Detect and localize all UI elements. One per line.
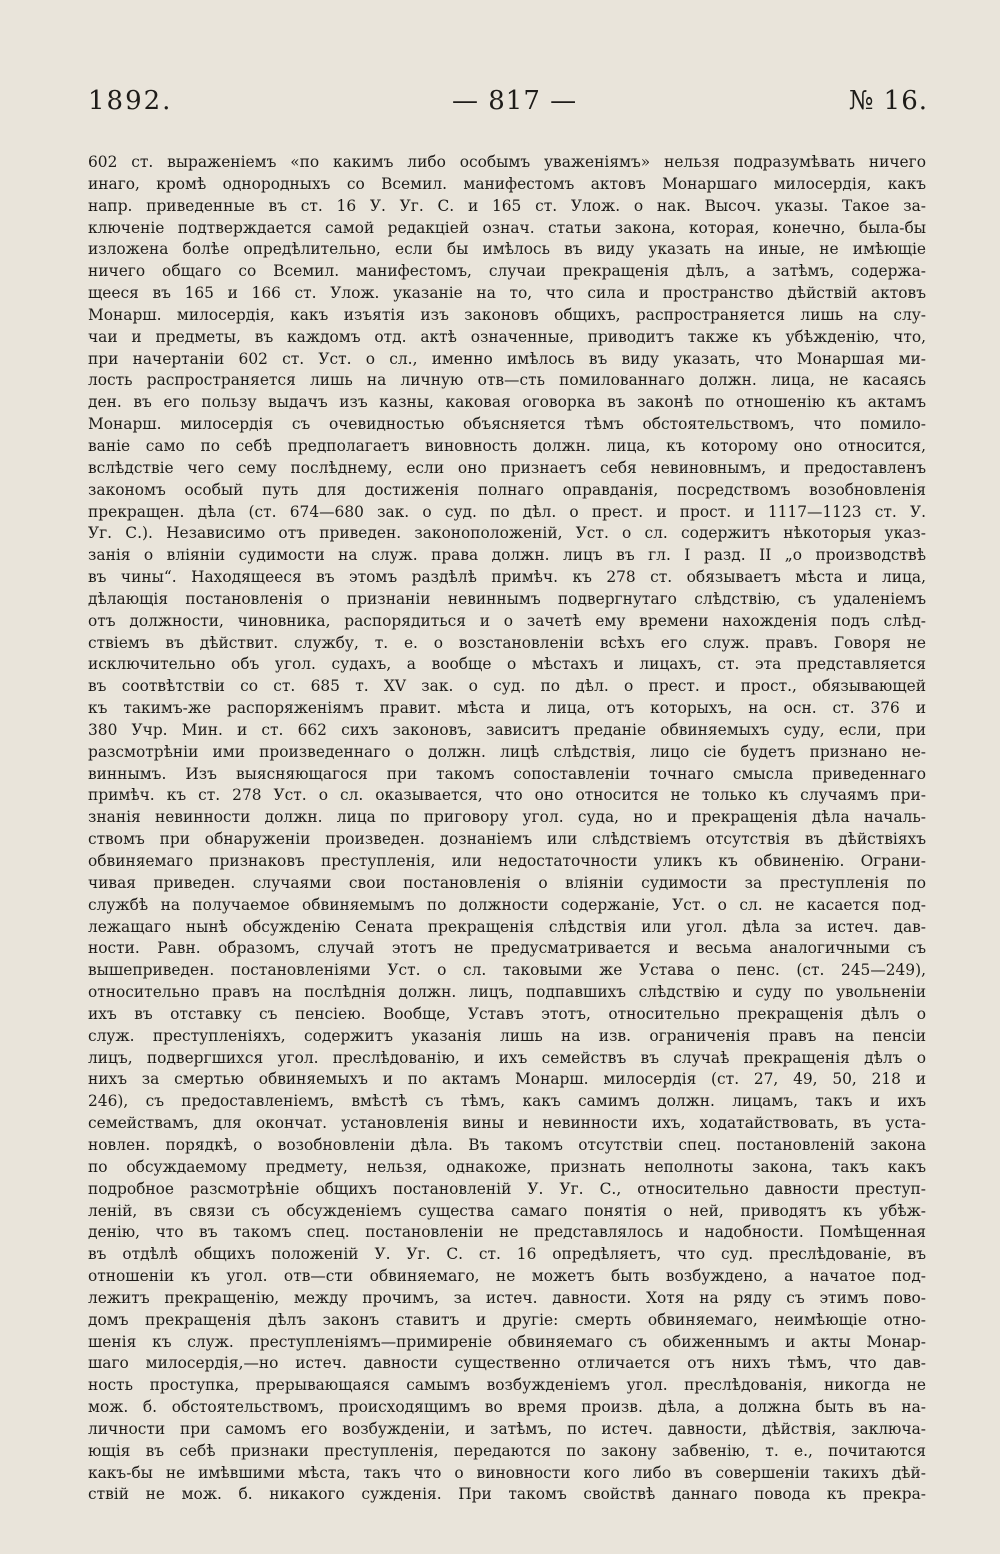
text-line: личности при самомъ его возбужденіи, и затѣмъ, по истеч. давности, дѣйствія, заключа- bbox=[88, 1419, 926, 1438]
text-line: отъ должности, чиновника, распорядиться и о зачетѣ ему времени нахожденія подъ слѣд- bbox=[88, 611, 926, 630]
text-line: относительно правъ на послѣднія должн. лицъ, подпавшихъ слѣдствію и суду по увольненіи bbox=[88, 983, 926, 1002]
text-line: шаго милосердія,—но истеч. давности существенно отличается отъ нихъ тѣмъ, что дав- bbox=[88, 1354, 926, 1373]
text-line: Монарш. милосердія съ очевидностью объясняется тѣмъ обстоятельствомъ, что помило- bbox=[88, 415, 926, 434]
text-line: дѣлающія постановленія о признаніи невиннымъ подвергнутаго слѣдствію, съ удаленіемъ bbox=[88, 589, 926, 608]
text-line: при начертаніи 602 ст. Уст. о сл., именно имѣлось въ виду указать, что Монаршая ми- bbox=[88, 349, 926, 368]
text-line: лость распространяется лишь на личную отв—сть помилованнаго должн. лица, не касаясь bbox=[88, 371, 926, 390]
text-line: ствомъ при обнаруженіи произведен. дознаніемъ или слѣдствіемъ отсутствія въ дѣйствіяхъ bbox=[88, 830, 926, 849]
text-line: занія о вліяніи судимости на служ. права должн. лицъ въ гл. I разд. II „о производствѣ bbox=[88, 546, 926, 565]
text-line: 380 Учр. Мин. и ст. 662 сихъ законовъ, зависитъ преданіе обвиняемыхъ суду, если, при bbox=[88, 720, 926, 739]
header-page-number: — 817 — bbox=[452, 86, 578, 116]
text-line: чаи и предметы, въ каждомъ отд. актѣ означенные, приводитъ также къ убѣжденію, что, bbox=[88, 327, 926, 346]
text-line: обвиняемаго признаковъ преступленія, или недостаточности уликъ къ обвиненію. Ограни- bbox=[88, 852, 926, 870]
text-line: ихъ въ отставку съ пенсіею. Вообще, Уставъ этотъ, относительно прекращенія дѣлъ о bbox=[88, 1004, 926, 1023]
text-line: лежащаго нынѣ обсужденію Сената прекращенія слѣдствія или угол. дѣла за истеч. дав- bbox=[88, 917, 926, 936]
body-text bbox=[88, 152, 926, 1506]
page-header bbox=[88, 86, 928, 126]
text-line: вслѣдствіе чего сему послѣднему, если оно признаетъ себя невиновнымъ, и предоставленъ bbox=[88, 458, 926, 477]
text-line: въ отдѣлѣ общихъ положеній У. Уг. С. ст. 16 опредѣляетъ, что суд. преслѣдованіе, въ bbox=[88, 1245, 926, 1264]
text-line: служ. преступленіяхъ, содержитъ указанія лишь на изв. ограниченія правъ на пенсіи bbox=[88, 1026, 926, 1045]
text-line: мож. б. обстоятельствомъ, происходящимъ во время произв. дѣла, а должна быть въ на- bbox=[88, 1398, 926, 1417]
text-line: исключительно объ угол. судахъ, а вообще о мѣстахъ и лицахъ, ст. эта представляется bbox=[88, 655, 926, 674]
text-line: ствій не мож. б. никакого сужденія. При такомъ свойствѣ даннаго повода къ прекра- bbox=[88, 1485, 926, 1504]
text-line: разсмотрѣніи ими произведеннаго о должн. лицѣ слѣдствія, лицо сіе будетъ признано не- bbox=[88, 742, 926, 761]
text-line: денію, что въ такомъ спец. постановленіи не представлялось и надобности. Помѣщенная bbox=[88, 1223, 926, 1242]
text-line: изложена болѣе опредѣлительно, если бы имѣлось въ виду указать на иные, не имѣющіе bbox=[88, 240, 926, 259]
text-line: виннымъ. Изъ выясняющагося при такомъ сопоставленіи точнаго смысла приведеннаго bbox=[88, 764, 926, 783]
text-line: щееся въ 165 и 166 ст. Улож. указаніе на то, что сила и пространство дѣйствій актовъ bbox=[88, 284, 926, 303]
text-line: Уг. С.). Независимо отъ приведен. законоположеній, Уст. о сл. содержитъ нѣкоторыя указ- bbox=[88, 524, 926, 543]
text-line: леній, въ связи съ обсужденіемъ существа самаго понятія о ней, приводятъ къ убѣж- bbox=[88, 1201, 926, 1220]
text-line: ден. въ его пользу выдачъ изъ казны, каковая оговорка въ законѣ по отношенію къ актамъ bbox=[88, 393, 926, 412]
text-line: въ соотвѣтствіи со ст. 685 т. XV зак. о суд. по дѣл. о прест. и прост., обязывающей bbox=[88, 677, 926, 696]
text-line: подробное разсмотрѣніе общихъ постановленій У. Уг. С., относительно давности преступ- bbox=[88, 1179, 926, 1198]
header-issue-number: № 16. bbox=[848, 86, 928, 116]
text-line: шенія къ служ. преступленіямъ—примиреніе обвиняемаго съ обиженнымъ и акты Монар- bbox=[88, 1332, 926, 1351]
text-line: ничего общаго со Всемил. манифестомъ, случаи прекращенія дѣлъ, а затѣмъ, содержа- bbox=[88, 262, 926, 281]
text-line: 246), съ предоставленіемъ, вмѣстѣ съ тѣмъ, какъ самимъ должн. лицамъ, такъ и ихъ bbox=[88, 1092, 926, 1111]
text-line: ключеніе подтверждается самой редакціей означ. статьи закона, которая, конечно, была-бы bbox=[88, 218, 926, 237]
text-line: семействамъ, для окончат. установленія вины и невинности ихъ, ходатайствовать, въ уста- bbox=[88, 1114, 926, 1133]
text-line: по обсуждаемому предмету, нельзя, однакоже, признать неполноты закона, такъ какъ bbox=[88, 1157, 926, 1176]
text-line: къ такимъ-же распоряженіямъ правит. мѣста и лица, отъ которыхъ, на осн. ст. 376 и bbox=[88, 699, 926, 718]
text-line: ствіемъ въ дѣйствит. службу, т. е. о возстановленіи всѣхъ его служ. правъ. Говоря не bbox=[88, 633, 926, 652]
text-line: Монарш. милосердія, какъ изъятія изъ законовъ общихъ, распространяется лишь на слу- bbox=[88, 305, 926, 324]
text-line: въ чины“. Находящееся въ этомъ раздѣлѣ примѣч. къ 278 ст. обязываетъ мѣста и лица, bbox=[88, 568, 926, 587]
text-line: нихъ за смертью обвиняемыхъ и по актамъ Монарш. милосердія (ст. 27, 49, 50, 218 и bbox=[88, 1070, 926, 1089]
text-line: лицъ, подвергшихся угол. преслѣдованію, и ихъ семействъ въ случаѣ прекращенія дѣлъ о bbox=[88, 1048, 926, 1067]
text-line: примѣч. къ ст. 278 Уст. о сл. оказывается, что оно относится не только къ случаямъ при- bbox=[88, 786, 926, 805]
text-line: ваніе само по себѣ предполагаетъ виновность должн. лица, къ которому оно относится, bbox=[88, 436, 926, 455]
text-line: знанія невинности должн. лица по приговору угол. суда, но и прекращенія дѣла началь- bbox=[88, 808, 926, 827]
text-line: службѣ на получаемое обвиняемымъ по должности содержаніе, Уст. о сл. не касается под- bbox=[88, 895, 926, 914]
text-line: новлен. порядкѣ, о возобновленіи дѣла. Въ такомъ отсутствіи спец. постановленій закона bbox=[88, 1135, 926, 1154]
text-line: вышеприведен. постановленіями Уст. о сл. таковыми же Устава о пенс. (ст. 245—249), bbox=[88, 961, 926, 980]
text-line: чивая приведен. случаями свои постановленія о вліяніи судимости за преступленія по bbox=[88, 873, 926, 892]
text-line: ности. Равн. образомъ, случай этотъ не предусматривается и весьма аналогичными съ bbox=[88, 939, 926, 958]
text-line: 602 ст. выраженіемъ «по какимъ либо особымъ уваженіямъ» нельзя подразумѣвать ничего bbox=[88, 153, 926, 171]
text-line: инаго, кромѣ однородныхъ со Всемил. манифестомъ актовъ Монаршаго милосердія, какъ bbox=[88, 174, 926, 193]
text-line: домъ прекращенія дѣлъ законъ ставитъ и другіе: смерть обвиняемаго, неимѣющіе отно- bbox=[88, 1310, 926, 1329]
text-line: ность проступка, прерывающаяся самымъ возбужденіемъ угол. преслѣдованія, никогда не bbox=[88, 1376, 926, 1395]
text-line: какъ-бы не имѣвшими мѣста, такъ что о виновности кого либо въ совершеніи такихъ дѣй- bbox=[88, 1463, 926, 1482]
text-line: закономъ особый путь для достиженія полнаго оправданія, посредствомъ возобновленія bbox=[88, 480, 926, 499]
text-line: прекращен. дѣла (ст. 674—680 зак. о суд. по дѣл. о прест. и прост. и 1117—1123 ст. У. bbox=[88, 502, 926, 521]
text-line: отношеніи къ угол. отв—сти обвиняемаго, не можетъ быть возбуждено, а начатое под- bbox=[88, 1267, 926, 1286]
text-line: напр. приведенные въ ст. 16 У. Уг. С. и 165 ст. Улож. о нак. Высоч. указы. Такое за- bbox=[88, 196, 926, 215]
text-line: ющія въ себѣ признаки преступленія, передаются по закону забвенію, т. е., почитаются bbox=[88, 1441, 926, 1460]
text-line: лежитъ прекращенію, между прочимъ, за истеч. давности. Хотя на ряду съ этимъ пово- bbox=[88, 1288, 926, 1307]
header-year: 1892. bbox=[88, 86, 173, 116]
